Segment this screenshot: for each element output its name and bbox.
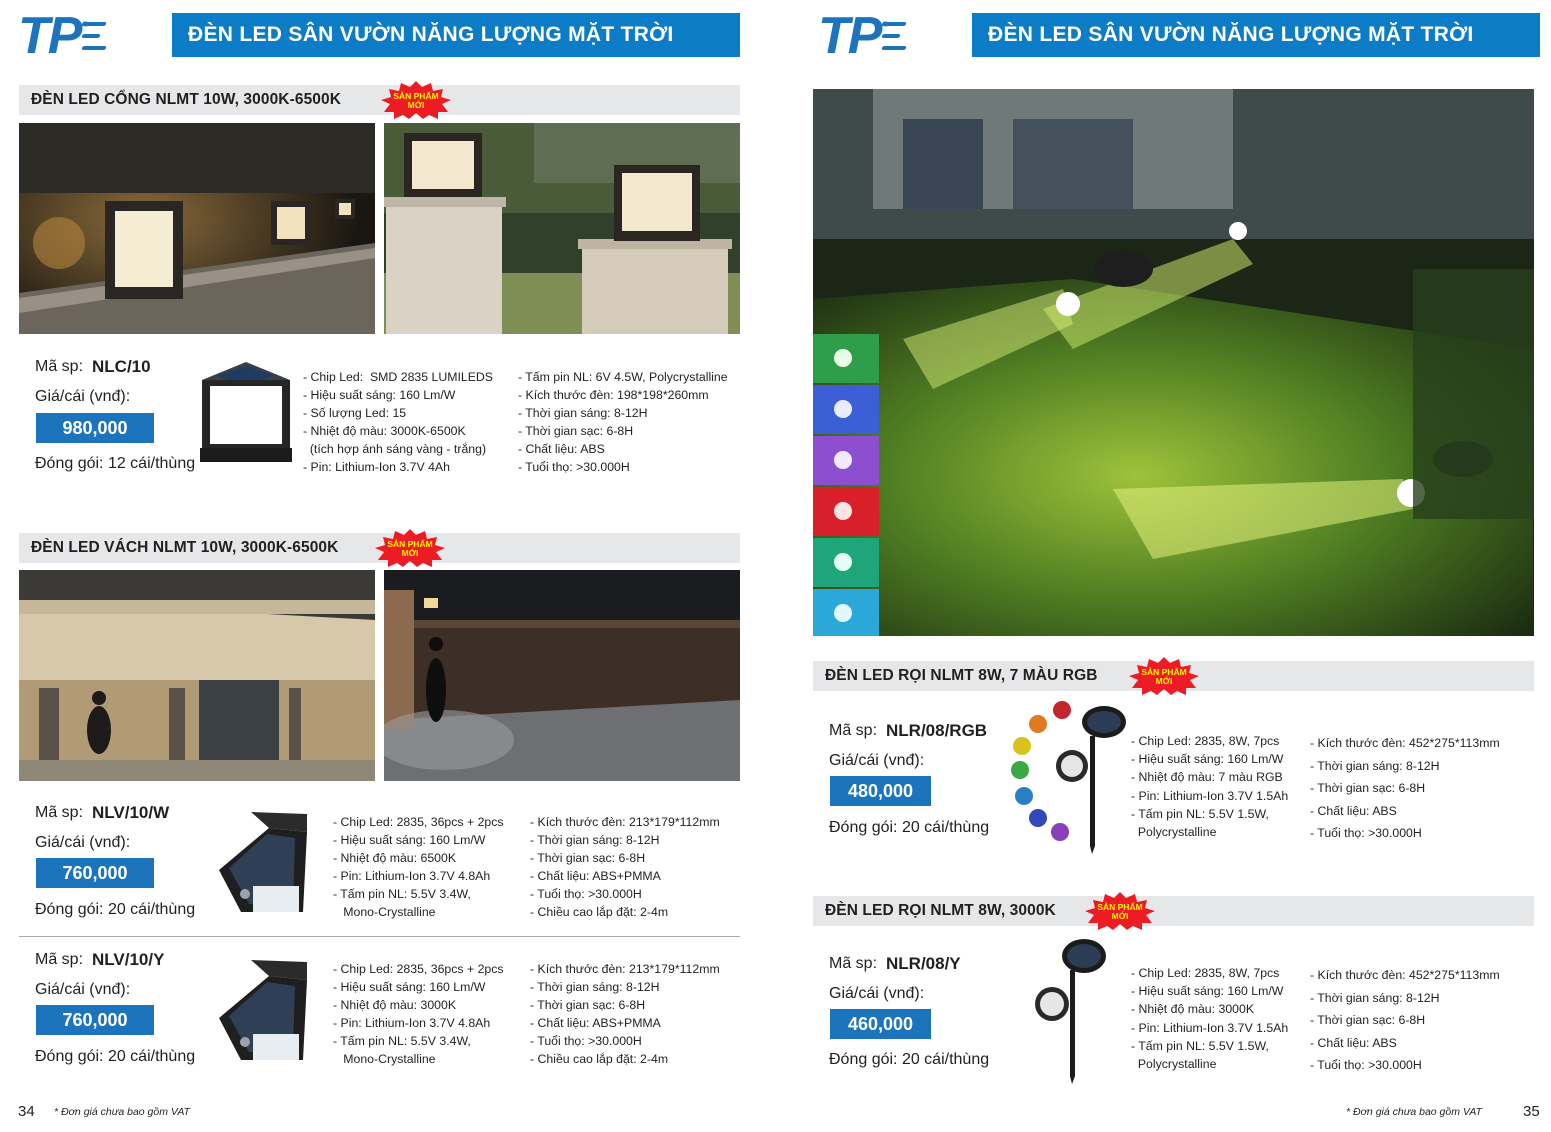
color-swatch-6 xyxy=(813,589,879,636)
packaging-text: Đóng gói: 12 cái/thùng xyxy=(35,455,196,472)
logo-e-mark: ® xyxy=(82,18,108,54)
vat-footnote: * Đơn giá chưa bao gồm VAT xyxy=(1346,1106,1482,1118)
wall-light-product-image xyxy=(215,808,315,920)
packaging-text: Đóng gói: 20 cái/thùng xyxy=(35,1048,196,1065)
wall-light-product-image xyxy=(215,956,315,1068)
svg-text:SẢN PHẨM: SẢN PHẨM xyxy=(387,539,433,549)
price-label: Giá/cái (vnđ): xyxy=(35,834,131,851)
specs-column-1: - Chip Led: 2835, 36pcs + 2pcs - Hiệu suất sáng: 160 Lm/W - Nhiệt độ màu: 3000K - Pin: Lithium-Ion 3.7V 4.8Ah - Tấm pin NL: 5.5V 3.4W, Mono-Crystalline xyxy=(333,962,504,1066)
code-label: Mã sp: xyxy=(35,358,84,375)
product-code: NLR/08/Y xyxy=(886,954,961,973)
svg-text:SẢN PHẨM: SẢN PHẨM xyxy=(1141,667,1187,677)
page-header: ĐÈN LED SÂN VƯỜN NĂNG LƯỢNG MẶT TRỜI xyxy=(172,13,740,57)
new-product-badge xyxy=(374,528,446,568)
section-title-nlr-y: ĐÈN LED RỌI NLMT 8W, 3000K xyxy=(813,896,1534,926)
specs-column-2: - Kích thước đèn: 213*179*112mm - Thời gian sáng: 8-12H - Thời gian sạc: 6-8H - Chất liệu: ABS+PMMA - Tuổi thọ: >30.000H - Chiều cao lắp đặt: 2-4m xyxy=(530,815,720,919)
code-label: Mã sp: xyxy=(829,955,878,972)
tpe-logo: TP ® xyxy=(818,8,908,64)
price-badge: 980,000 xyxy=(36,413,154,443)
svg-text:MỚI: MỚI xyxy=(407,100,425,110)
svg-text:MỚI: MỚI xyxy=(1111,911,1129,921)
packaging-text: Đóng gói: 20 cái/thùng xyxy=(829,1051,990,1068)
gate-light-product-image xyxy=(196,360,296,464)
gate-light-photo-2 xyxy=(384,123,740,334)
spotlight-garden-photo xyxy=(813,89,1534,636)
price-badge: 760,000 xyxy=(36,1005,154,1035)
product-code: NLV/10/Y xyxy=(92,950,165,969)
page-header: ĐÈN LED SÂN VƯỜN NĂNG LƯỢNG MẶT TRỜI xyxy=(972,13,1540,57)
price-label: Giá/cái (vnđ): xyxy=(829,985,925,1002)
right-page xyxy=(776,0,1551,1132)
packaging-text: Đóng gói: 20 cái/thùng xyxy=(35,901,196,918)
page-number: 35 xyxy=(1523,1103,1540,1120)
price-label: Giá/cái (vnđ): xyxy=(35,388,131,405)
svg-text:SẢN PHẨM: SẢN PHẨM xyxy=(393,91,439,101)
specs-column-2: - Kích thước đèn: 452*275*113mm - Thời gian sáng: 8-12H - Thời gian sạc: 6-8H - Chất liệu: ABS - Tuổi thọ: >30.000H xyxy=(1310,968,1500,1072)
specs-column-1: - Chip Led: 2835, 8W, 7pcs - Hiệu suất sáng: 160 Lm/W - Nhiệt độ màu: 7 màu RGB - Pin: Lithium-Ion 3.7V 1.5Ah - Tấm pin NL: 5.5V 1.5W, Polycrystalline xyxy=(1131,734,1289,840)
specs-column-2: - Kích thước đèn: 452*275*113mm - Thời gian sáng: 8-12H - Thời gian sạc: 6-8H - Chất liệu: ABS - Tuổi thọ: >30.000H xyxy=(1310,736,1500,840)
code-label: Mã sp: xyxy=(35,951,84,968)
price-badge: 480,000 xyxy=(830,776,931,806)
section-title-nlc: ĐÈN LED CỔNG NLMT 10W, 3000K-6500K xyxy=(19,85,740,115)
section-title-nlv: ĐÈN LED VÁCH NLMT 10W, 3000K-6500K xyxy=(19,533,740,563)
specs-column-1: - Chip Led: 2835, 36pcs + 2pcs - Hiệu suất sáng: 160 Lm/W - Nhiệt độ màu: 6500K - Pin: Lithium-Ion 3.7V 4.8Ah - Tấm pin NL: 5.5V 3.4W, Mono-Crystalline xyxy=(333,815,504,919)
page-number: 34 xyxy=(18,1103,35,1120)
packaging-text: Đóng gói: 20 cái/thùng xyxy=(829,819,990,836)
code-label: Mã sp: xyxy=(35,804,84,821)
color-swatch-3 xyxy=(813,436,879,485)
tpe-logo: TP ® xyxy=(18,8,108,64)
logo-e-mark: ® xyxy=(882,18,908,54)
divider xyxy=(19,936,740,937)
specs-column-1: - Chip Led: SMD 2835 LUMILEDS - Hiệu suất sáng: 160 Lm/W - Số lượng Led: 15 - Nhiệt độ màu: 3000K-6500K (tích hợp ánh sáng vàng - trắng) - Pin: Lithium-Ion 3.7V 4Ah xyxy=(303,370,494,474)
color-swatch-1 xyxy=(813,334,879,383)
specs-column-2: - Tấm pin NL: 6V 4.5W, Polycrystalline - Kích thước đèn: 198*198*260mm - Thời gian sáng: 8-12H - Thời gian sạc: 6-8H - Chất liệu: ABS - Tuổi thọ: >30.000H xyxy=(518,370,728,474)
new-product-badge xyxy=(1084,891,1156,931)
price-badge: 760,000 xyxy=(36,858,154,888)
gate-light-photo-1 xyxy=(19,123,375,334)
svg-text:MỚI: MỚI xyxy=(401,548,419,558)
new-product-badge xyxy=(380,80,452,120)
color-swatch-5 xyxy=(813,538,879,587)
specs-column-1: - Chip Led: 2835, 8W, 7pcs - Hiệu suất sáng: 160 Lm/W - Nhiệt độ màu: 3000K - Pin: Lithium-Ion 3.7V 1.5Ah - Tấm pin NL: 5.5V 1.5W, Polycrystalline xyxy=(1131,966,1289,1072)
new-product-badge xyxy=(1128,656,1200,696)
section-title-nlr-rgb: ĐÈN LED RỌI NLMT 8W, 7 MÀU RGB xyxy=(813,661,1534,691)
product-code: NLC/10 xyxy=(92,357,151,376)
color-swatch-2 xyxy=(813,385,879,434)
price-badge: 460,000 xyxy=(830,1009,931,1039)
wall-light-photo-2 xyxy=(384,570,740,781)
wall-light-photo-1 xyxy=(19,570,375,781)
spotlight-product-image xyxy=(1030,934,1110,1084)
svg-text:MỚI: MỚI xyxy=(1155,676,1173,686)
price-label: Giá/cái (vnđ): xyxy=(829,752,925,769)
code-label: Mã sp: xyxy=(829,722,878,739)
vat-footnote: * Đơn giá chưa bao gồm VAT xyxy=(54,1106,190,1118)
product-code: NLR/08/RGB xyxy=(886,721,988,740)
specs-column-2: - Kích thước đèn: 213*179*112mm - Thời gian sáng: 8-12H - Thời gian sạc: 6-8H - Chất liệu: ABS+PMMA - Tuổi thọ: >30.000H - Chiều cao lắp đặt: 2-4m xyxy=(530,962,720,1066)
rgb-spotlight-product-image xyxy=(1008,700,1128,854)
product-code: NLV/10/W xyxy=(92,803,170,822)
price-label: Giá/cái (vnđ): xyxy=(35,981,131,998)
left-page xyxy=(0,0,775,1132)
color-swatch-4 xyxy=(813,487,879,536)
svg-text:SẢN PHẨM: SẢN PHẨM xyxy=(1097,902,1143,912)
